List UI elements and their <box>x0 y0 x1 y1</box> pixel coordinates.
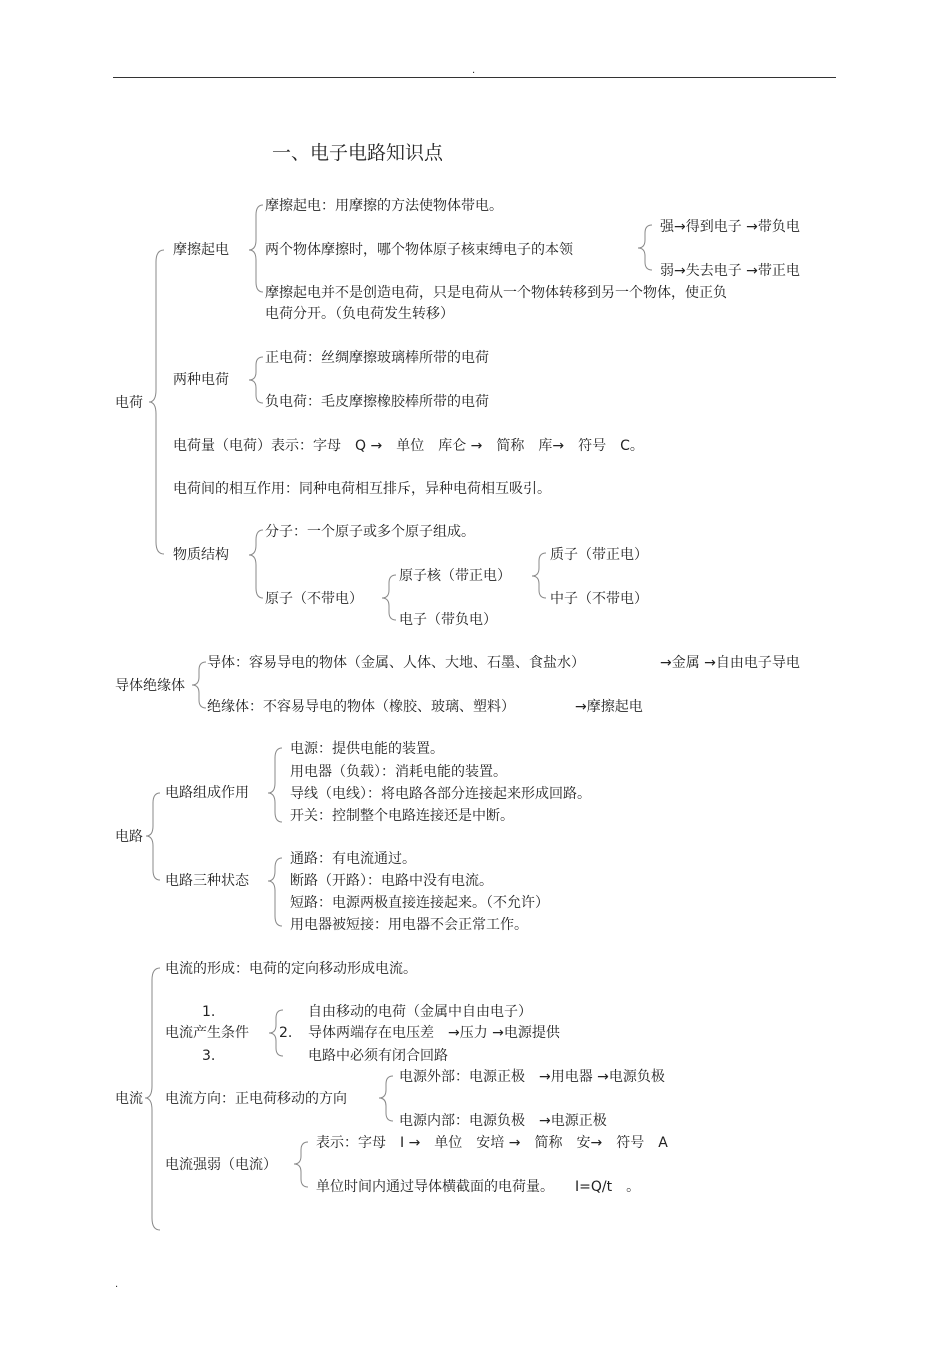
direction-label: 电流方向：正电荷移动的方向 <box>165 1091 347 1107</box>
brace-direction <box>379 1076 393 1121</box>
friction-weak: 弱→失去电子 →带正电 <box>660 263 800 279</box>
negative-charge: 负电荷：毛皮摩擦橡胶棒所带的电荷 <box>265 394 489 410</box>
state-item: 通路：有电流通过。 <box>290 851 416 867</box>
direction-inner: 电源内部：电源负极 →电源正极 <box>399 1113 607 1129</box>
state-item: 短路：电源两极直接连接起来。（不允许） <box>290 895 549 911</box>
page-title: 一、电子电路知识点 <box>272 142 444 164</box>
circuit-label: 电路 <box>115 829 143 845</box>
brace-conductor <box>192 662 206 708</box>
insulator-note: →摩擦起电 <box>575 699 643 715</box>
composition-item: 开关：控制整个电路连接还是中断。 <box>290 808 514 824</box>
condition-item: 自由移动的电荷（金属中自由电子） <box>308 1004 532 1020</box>
composition-item: 导线（电线）：将电路各部分连接起来形成回路。 <box>290 786 591 802</box>
brace-states <box>268 858 282 926</box>
insulator-text: 绝缘体：不容易导电的物体（橡胶、玻璃、塑料） <box>207 699 515 715</box>
strength-definition: 单位时间内通过导体横截面的电荷量。 I=Q/t 。 <box>316 1179 641 1195</box>
states-label: 电路三种状态 <box>165 873 249 889</box>
condition-number: 1. <box>202 1004 216 1020</box>
structure-label: 物质结构 <box>173 547 229 563</box>
brace-nucleus <box>532 553 546 598</box>
friction-note-line2: 电荷分开。（负电荷发生转移） <box>265 306 454 322</box>
composition-label: 电路组成作用 <box>165 785 249 801</box>
neutron-text: 中子（不带电） <box>550 591 648 607</box>
positive-charge: 正电荷：丝绸摩擦玻璃棒所带的电荷 <box>265 350 489 366</box>
charge-quantity: 电荷量（电荷）表示：字母 Q → 单位 库仑 → 简称 库→ 符号 C。 <box>173 438 644 454</box>
friction-definition: 摩擦起电：用摩擦的方法使物体带电。 <box>265 198 503 214</box>
strength-representation: 表示：字母 I → 单位 安培 → 简称 安→ 符号 A <box>316 1135 668 1151</box>
charge-label: 电荷 <box>115 395 143 411</box>
condition-item: 导体两端存在电压差 →压力 →电源提供 <box>308 1025 560 1041</box>
brace-composition <box>268 748 282 822</box>
state-item: 用电器被短接：用电器不会正常工作。 <box>290 917 528 933</box>
friction-strong: 强→得到电子 →带负电 <box>660 219 800 235</box>
charge-types-label: 两种电荷 <box>173 372 229 388</box>
brace-charge <box>149 250 164 554</box>
footer-dot: . <box>115 1279 119 1290</box>
proton-text: 质子（带正电） <box>550 547 648 563</box>
header-dot: . <box>472 65 476 76</box>
brace-friction <box>249 205 263 292</box>
conductor-text: 导体：容易导电的物体（金属、人体、大地、石墨、食盐水） <box>207 655 585 671</box>
condition-number: 3. <box>202 1048 216 1064</box>
current-formation: 电流的形成：电荷的定向移动形成电流。 <box>165 961 417 977</box>
current-label: 电流 <box>115 1091 143 1107</box>
condition-number: 2. <box>279 1025 293 1041</box>
nucleus-text: 原子核（带正电） <box>399 568 511 584</box>
direction-outer: 电源外部：电源正极 →用电器 →电源负极 <box>399 1069 665 1085</box>
brace-circuit <box>146 793 160 880</box>
state-item: 断路（开路）：电路中没有电流。 <box>290 873 493 889</box>
electron-text: 电子（带负电） <box>399 612 497 628</box>
composition-item: 电源：提供电能的装置。 <box>290 741 444 757</box>
conductor-note: →金属 →自由电子导电 <box>660 655 800 671</box>
molecule-text: 分子：一个原子或多个原子组成。 <box>265 524 475 540</box>
brace-strength <box>294 1142 308 1187</box>
conditions-label: 电流产生条件 <box>165 1025 249 1041</box>
brace-strong-weak <box>638 225 652 270</box>
charge-interaction: 电荷间的相互作用：同种电荷相互排斥，异种电荷相互吸引。 <box>173 481 551 497</box>
friction-note-line1: 摩擦起电并不是创造电荷，只是电荷从一个物体转移到另一个物体，使正负 <box>265 285 727 301</box>
brace-structure <box>249 530 263 598</box>
brace-atom <box>382 575 396 620</box>
header-rule <box>113 77 836 78</box>
conductor-label: 导体绝缘体 <box>115 678 185 694</box>
composition-item: 用电器（负载）：消耗电能的装置。 <box>290 764 507 780</box>
brace-current <box>145 968 160 1230</box>
friction-rule: 两个物体摩擦时，哪个物体原子核束缚电子的本领 <box>265 242 573 258</box>
brace-types <box>249 357 263 403</box>
friction-label: 摩擦起电 <box>173 242 229 258</box>
condition-item: 电路中必须有闭合回路 <box>308 1048 448 1064</box>
strength-label: 电流强弱（电流） <box>165 1157 277 1173</box>
atom-text: 原子（不带电） <box>265 591 363 607</box>
